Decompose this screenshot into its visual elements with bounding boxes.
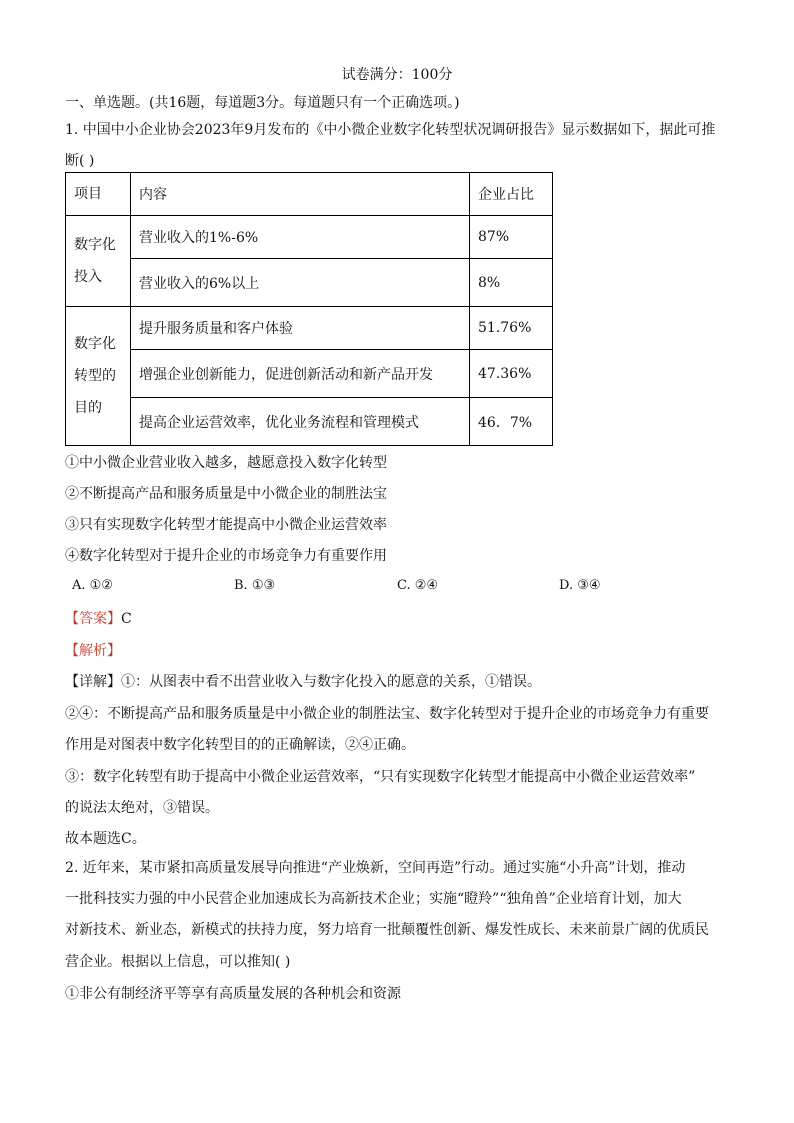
full-score-header: 试卷满分：100分: [341, 67, 453, 83]
detail-line: [65, 671, 541, 691]
table-header-cell: 内容: [131, 173, 470, 216]
table-cell-value: 87%: [470, 216, 553, 259]
q2-stem-line: 对新技术、新业态，新模式的扶持力度，努力培育一批颠覆性创新、爆发性成长、未来前景广阔的优质民: [65, 922, 709, 938]
section-title: 一、单选题。(共16题，每道题3分。每道题只有一个正确选项。): [65, 95, 460, 111]
table-cell-value: 8%: [470, 259, 553, 307]
answer-tag: 【答案】: [65, 611, 121, 627]
q1-stem-line2: 断( ): [65, 153, 95, 169]
table-cell-content: 提升服务质量和客户体验: [131, 307, 470, 350]
table-cell-value: 51.76%: [470, 307, 553, 350]
detail-tag: 【详解】: [65, 674, 121, 690]
group-label-line: 转型的: [74, 368, 116, 384]
analysis-tag: 【解析】: [65, 643, 121, 659]
statement-3: ③只有实现数字化转型才能提高中小微企业运营效率: [65, 517, 387, 533]
table-row: [66, 216, 553, 259]
table-row: [66, 259, 553, 307]
table-cell-content: 营业收入的1%-6%: [131, 216, 470, 259]
table-cell-value: 46．7%: [470, 398, 553, 446]
answer-line: [65, 608, 132, 628]
table-header-row: [66, 173, 553, 216]
statement-4: ④数字化转型对于提升企业的市场竞争力有重要作用: [65, 548, 387, 564]
group-label-line: 目的: [74, 400, 102, 416]
analysis-line: [65, 640, 121, 660]
option-b: B. ①③: [234, 578, 276, 593]
q1-stem-line1: 1. 中国中小企业协会2023年9月发布的《中小微企业数字化转型状况调研报告》显示数据如下，据此可推: [65, 122, 716, 138]
q2-stem-line: 一批科技实力强的中小民营企业加速成长为高新技术企业；实施“瞪羚”“独角兽”企业培育计划，加大: [65, 891, 682, 907]
group-label-line: 数字化: [74, 336, 116, 352]
q1-data-table: [65, 172, 553, 446]
option-c: C. ②④: [397, 578, 439, 593]
statement-1: ①中小微企业营业收入越多，越愿意投入数字化转型: [65, 455, 387, 471]
table-cell-value: 47.36%: [470, 350, 553, 398]
table-cell-content: 提高企业运营效率，优化业务流程和管理模式: [131, 398, 470, 446]
detail-conclusion: 故本题选C。: [65, 831, 146, 847]
option-a: A. ①②: [72, 578, 113, 593]
group-label-purpose: [66, 307, 131, 446]
table-cell-content: 营业收入的6%以上: [131, 259, 470, 307]
q2-stem-line: 营企业。根据以上信息，可以推知( ): [65, 954, 291, 970]
detail-text: ②④：不断提高产品和服务质量是中小微企业的制胜法宝、数字化转型对于提升企业的市场竞争力有重要: [65, 706, 709, 722]
statement-2: ②不断提高产品和服务质量是中小微企业的制胜法宝: [65, 486, 387, 502]
detail-text: ①：从图表中看不出营业收入与数字化投入的愿意的关系，①错误。: [121, 674, 541, 690]
detail-text: 的说法太绝对，③错误。: [65, 800, 219, 816]
table-header-cell: 企业占比: [470, 173, 553, 216]
group-label-investment: [66, 216, 131, 307]
table-row: [66, 307, 553, 350]
q2-statement-1: ①非公有制经济平等享有高质量发展的各种机会和资源: [65, 986, 401, 1002]
table-row: [66, 350, 553, 398]
group-label-line: 投入: [74, 269, 102, 285]
group-label-line: 数字化: [74, 237, 116, 253]
detail-text: 作用是对图表中数字化转型目的的正确解读，②④正确。: [65, 737, 415, 753]
option-d: D. ③④: [559, 578, 601, 593]
detail-text: ③：数字化转型有助于提高中小微企业运营效率，“只有实现数字化转型才能提高中小微企业运营效率”: [65, 769, 696, 785]
answer-value: C: [121, 611, 132, 627]
table-cell-content: 增强企业创新能力，促进创新活动和新产品开发: [131, 350, 470, 398]
table-header-cell: 项目: [66, 173, 131, 216]
q2-stem-line: 2. 近年来，某市紧扣高质量发展导向推进“产业焕新，空间再造”行动。通过实施“小升高”计划，推动: [65, 860, 686, 876]
table-row: [66, 398, 553, 446]
